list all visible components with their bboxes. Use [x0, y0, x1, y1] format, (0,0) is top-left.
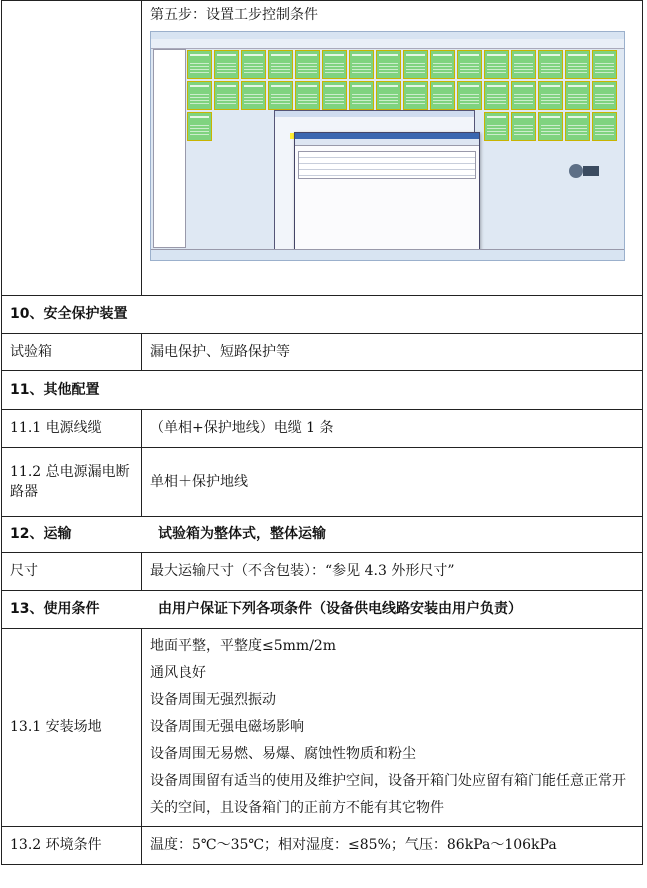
site-item: 地面平整，平整度≤5mm/2m	[150, 638, 337, 654]
screenshot-toolbar	[151, 39, 624, 49]
screenshot-channel-tile	[592, 50, 617, 79]
step5-label: 第五步：设置工步控制条件	[150, 7, 318, 23]
screenshot-statusbar	[151, 249, 624, 260]
site-item: 通风良好	[150, 665, 206, 681]
section-10-title: 10、安全保护装置	[2, 296, 643, 334]
test-box-label: 试验箱	[2, 334, 142, 371]
screenshot-condition-dialog	[294, 132, 480, 261]
site-item: 设备周围无强电磁场影响	[150, 719, 304, 735]
screenshot-channel-tile	[241, 50, 266, 79]
screenshot-channel-tile	[376, 81, 401, 110]
screenshot-channel-tile	[592, 112, 617, 141]
test-box-row	[2, 334, 643, 371]
screenshot-channel-tile	[511, 50, 536, 79]
screenshot-channel-tile	[538, 112, 563, 141]
software-screenshot	[150, 31, 625, 261]
screenshot-channel-tile	[457, 81, 482, 110]
size-row	[2, 553, 643, 591]
site-row	[2, 629, 643, 827]
screenshot-channel-tile	[592, 81, 617, 110]
screenshot-channel-tile	[295, 50, 320, 79]
section-10-row	[2, 296, 643, 334]
screenshot-channel-tile	[457, 50, 482, 79]
screenshot-device-tree	[153, 49, 186, 248]
main-breaker-label: 11.2 总电源漏电断路器	[2, 448, 142, 517]
screenshot-channel-tile	[322, 50, 347, 79]
section-13-title: 13、使用条件	[10, 601, 100, 618]
screenshot-channel-tile	[511, 112, 536, 141]
section-12-note: 试验箱为整体式，整体运输	[158, 526, 326, 543]
power-cable-row	[2, 410, 643, 448]
section-12-cell	[2, 517, 643, 553]
screenshot-channel-tile	[565, 50, 590, 79]
site-item: 设备周围留有适当的使用及维护空间，设备开箱门处应留有箱门能任意正常开关的空间，且设备箱门的正前方不能有其它物件	[150, 773, 626, 816]
screenshot-channel-tile	[565, 112, 590, 141]
screenshot-channel-tile	[241, 81, 266, 110]
screenshot-channel-tile	[268, 81, 293, 110]
step5-cell	[142, 1, 643, 296]
power-cable-value: （单相+保护地线）电缆 1 条	[142, 410, 643, 448]
site-label: 13.1 安装场地	[2, 629, 142, 827]
section-11-row	[2, 371, 643, 410]
screenshot-channel-tile	[214, 81, 239, 110]
site-item: 设备周围无强烈振动	[150, 692, 276, 708]
screenshot-status-tag	[583, 166, 599, 176]
power-cable-label: 11.1 电源线缆	[2, 410, 142, 448]
screenshot-channel-tile	[484, 81, 509, 110]
size-label: 尺寸	[2, 553, 142, 591]
screenshot-channel-tile	[511, 81, 536, 110]
screenshot-channel-tile	[430, 50, 455, 79]
screenshot-channel-tile	[403, 50, 428, 79]
screenshot-channel-tile	[484, 50, 509, 79]
screenshot-channel-tile	[268, 50, 293, 79]
env-label: 13.2 环境条件	[2, 827, 142, 865]
screenshot-channel-tile	[214, 50, 239, 79]
env-row	[2, 827, 643, 865]
section-13-cell	[2, 591, 643, 629]
screenshot-channel-tile	[565, 81, 590, 110]
test-box-value: 漏电保护、短路保护等	[142, 334, 643, 371]
screenshot-channel-tile	[349, 81, 374, 110]
section-13-row	[2, 591, 643, 629]
screenshot-channel-tile	[295, 81, 320, 110]
screenshot-channel-tile	[322, 81, 347, 110]
screenshot-channel-tile	[484, 112, 509, 141]
env-value: 温度：5℃～35℃；相对湿度：≤85%；气压：86kPa～106kPa	[142, 827, 643, 865]
step5-empty-cell	[2, 1, 142, 296]
section-12-row	[2, 517, 643, 553]
main-breaker-value: 单相＋保护地线	[142, 448, 643, 517]
site-item: 设备周围无易燃、易爆、腐蚀性物质和粉尘	[150, 746, 416, 762]
screenshot-channel-tile	[538, 50, 563, 79]
screenshot-channel-tile	[430, 81, 455, 110]
spec-table	[1, 0, 643, 865]
screenshot-channel-tile	[403, 81, 428, 110]
screenshot-channel-tile	[187, 81, 212, 110]
screenshot-channel-tile	[376, 50, 401, 79]
size-value: 最大运输尺寸（不含包装）：“参见 4.3 外形尺寸”	[142, 553, 643, 591]
step5-row	[2, 1, 643, 296]
screenshot-channel-tile	[187, 112, 212, 141]
screenshot-channel-tile	[187, 50, 212, 79]
section-13-note: 由用户保证下列各项条件（设备供电线路安装由用户负责）	[158, 601, 522, 618]
screenshot-channel-tile	[538, 81, 563, 110]
main-breaker-row	[2, 448, 643, 517]
section-12-title: 12、运输	[10, 526, 72, 543]
site-items-cell	[142, 629, 643, 827]
screenshot-condition-rows	[298, 151, 476, 179]
section-11-title: 11、其他配置	[2, 371, 643, 410]
screenshot-status-bubble	[569, 164, 583, 178]
screenshot-channel-tile	[349, 50, 374, 79]
